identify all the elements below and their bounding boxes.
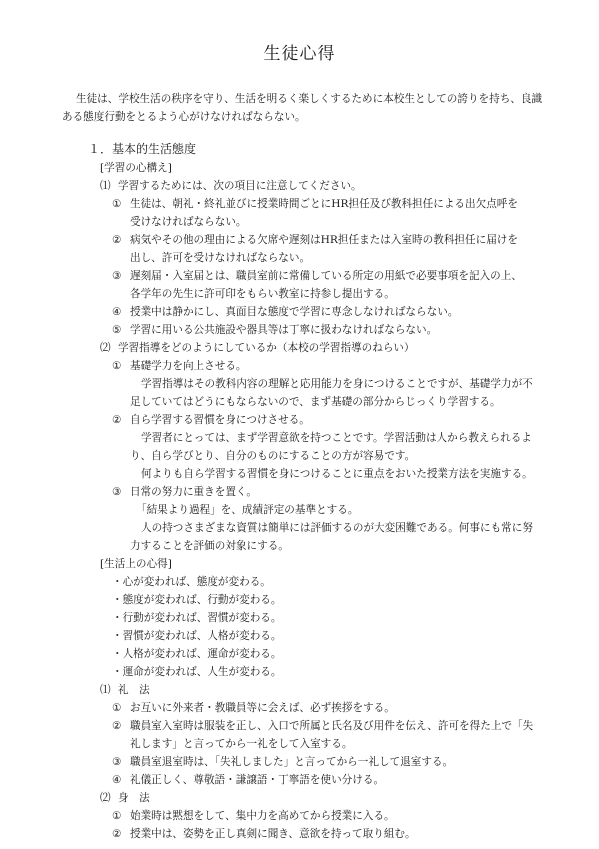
section-heading: １．基本的生活態度 xyxy=(88,142,197,156)
list-item xyxy=(112,699,395,717)
page-title: 生徒心得 xyxy=(263,44,336,64)
item-text-continued: 各学年の先生に許可印をもらい教室に持参し提出する。 xyxy=(130,288,395,300)
list-item xyxy=(112,825,416,843)
learning-label: [学習の心構え] xyxy=(100,162,172,174)
item-text: 遅刻届・入室届とは、職員室前に常備している所定の用紙で必要事項を記入の上、 xyxy=(130,270,522,282)
list-item xyxy=(112,303,458,321)
item-paragraph-continued: り、自ら学びとり、自分のものにすることの方が容易です。 xyxy=(130,450,416,462)
item-number: ① xyxy=(112,198,122,210)
list-item xyxy=(112,321,437,339)
motto-line: ・運命が変われば、人生が変わる。 xyxy=(112,666,282,678)
item-paragraph: 学習指導はその教科内容の理解と応用能力を身につけることですが、基礎学力が不 xyxy=(141,378,533,390)
item-text-continued: 出し、許可を受けなければならない。 xyxy=(130,252,311,264)
sub-text: 学習指導をどのようにしているか（本校の学習指導のねらい） xyxy=(118,342,415,354)
list-item xyxy=(112,195,518,213)
item-paragraph: 何よりも自ら学習する習慣を身につけることに重点をおいた授業方法を実施する。 xyxy=(141,468,533,480)
sub-text: 学習するためには、次の項目に注意してください。 xyxy=(118,180,362,192)
item-number: ⑤ xyxy=(112,324,122,336)
item-text-continued: 受けなければならない。 xyxy=(130,216,247,228)
item-text: 授業中は静かにし、真面目な態度で学習に専念しなければならない。 xyxy=(130,306,459,318)
item-number: ③ xyxy=(112,270,122,282)
item-paragraph: 人の持つさまざまな資質は簡単には評価するのが大変困難である。何事にも常に努 xyxy=(141,522,533,534)
intro-paragraph: 生徒は、学校生活の秩序を守り、生活を明るく楽しくするために本校生としての誇りを持ち、良識ある態度行動をとるよう心がけなければならない。 xyxy=(62,93,543,124)
item-text: 始業時は黙想をして、集中力を高めてから授業に入る。 xyxy=(130,810,395,822)
sub-text: 礼 法 xyxy=(118,684,150,696)
reiho-heading xyxy=(100,681,150,699)
item-text: 生徒は、朝礼・終礼並びに授業時間ごとにHR担任及び教科担任による出欠点呼を xyxy=(130,198,518,210)
list-item xyxy=(112,753,453,771)
list-item xyxy=(112,267,522,285)
item-heading: 基礎学力を向上させる。 xyxy=(130,360,247,372)
learning-sub2 xyxy=(100,339,415,357)
item-text: 授業中は、姿勢を正し真剣に聞き、意欲を持って取り組む。 xyxy=(130,828,416,840)
item-number: ② xyxy=(112,828,122,840)
item-text: 礼儀正しく、尊敬語・謙譲語・丁寧語を使い分ける。 xyxy=(130,774,385,786)
motto-line: ・心が変われば、態度が変わる。 xyxy=(112,576,271,588)
motto-line: ・態度が変われば、行動が変わる。 xyxy=(112,594,282,606)
list-item xyxy=(112,411,310,429)
list-item xyxy=(112,807,395,825)
item-paragraph-continued: 足していてはどうにもならないので、まず基礎の部分からじっくり学習する。 xyxy=(130,396,501,408)
sub-number: ⑵ xyxy=(100,342,111,354)
item-number: ② xyxy=(112,234,122,246)
item-number: ③ xyxy=(112,486,122,498)
item-heading: 日常の努力に重きを置く。 xyxy=(130,486,257,498)
item-paragraph-continued: 力することを評価の対象にする。 xyxy=(130,540,289,552)
sub-number: ⑴ xyxy=(100,180,111,192)
motto-line: ・人格が変われば、運命が変わる。 xyxy=(112,648,282,660)
item-text: 職員室入室時は服装を正し、入口で所属と氏名及び用件を伝え、許可を得た上で「失 xyxy=(130,720,534,732)
item-heading: 自ら学習する習慣を身につけさせる。 xyxy=(130,414,310,426)
sub-number: ⑵ xyxy=(100,792,111,804)
item-number: ④ xyxy=(112,306,122,318)
item-paragraph: 「結果より過程」を、成績評定の基準とする。 xyxy=(136,504,359,516)
item-text: お互いに外来者・教職員等に会えば、必ず挨拶をする。 xyxy=(130,702,395,714)
item-number: ③ xyxy=(112,756,122,768)
item-number: ① xyxy=(112,702,122,714)
learning-sub1 xyxy=(100,177,362,195)
motto-line: ・習慣が変われば、人格が変わる。 xyxy=(112,630,282,642)
list-item xyxy=(112,483,257,501)
item-number: ② xyxy=(112,720,122,732)
list-item xyxy=(112,771,384,789)
item-text: 学習に用いる公共施設や器具等は丁寧に扱わなければならない。 xyxy=(130,324,438,336)
item-number: ② xyxy=(112,414,122,426)
list-item xyxy=(112,231,518,249)
item-paragraph: 学習者にとっては、まず学習意欲を持つことです。学習活動は人から教えられるよ xyxy=(141,432,532,444)
life-label: [生活上の心得] xyxy=(100,558,172,570)
list-item xyxy=(112,357,247,375)
item-text: 病気やその他の理由による欠席や遅刻はHR担任または入室時の教科担任に届けを xyxy=(130,234,518,246)
shinpo-heading xyxy=(100,789,150,807)
item-number: ④ xyxy=(112,774,122,786)
sub-number: ⑴ xyxy=(100,684,111,696)
item-text-continued: 礼します」と言ってから一礼をして入室する。 xyxy=(130,738,353,750)
item-number: ① xyxy=(112,360,122,372)
list-item xyxy=(112,717,533,735)
item-text: 職員室退室時は、「失礼しました」と言ってから一礼して退室する。 xyxy=(130,756,454,768)
item-number: ① xyxy=(112,810,122,822)
sub-text: 身 法 xyxy=(118,792,150,804)
motto-line: ・行動が変われば、習慣が変わる。 xyxy=(112,612,282,624)
